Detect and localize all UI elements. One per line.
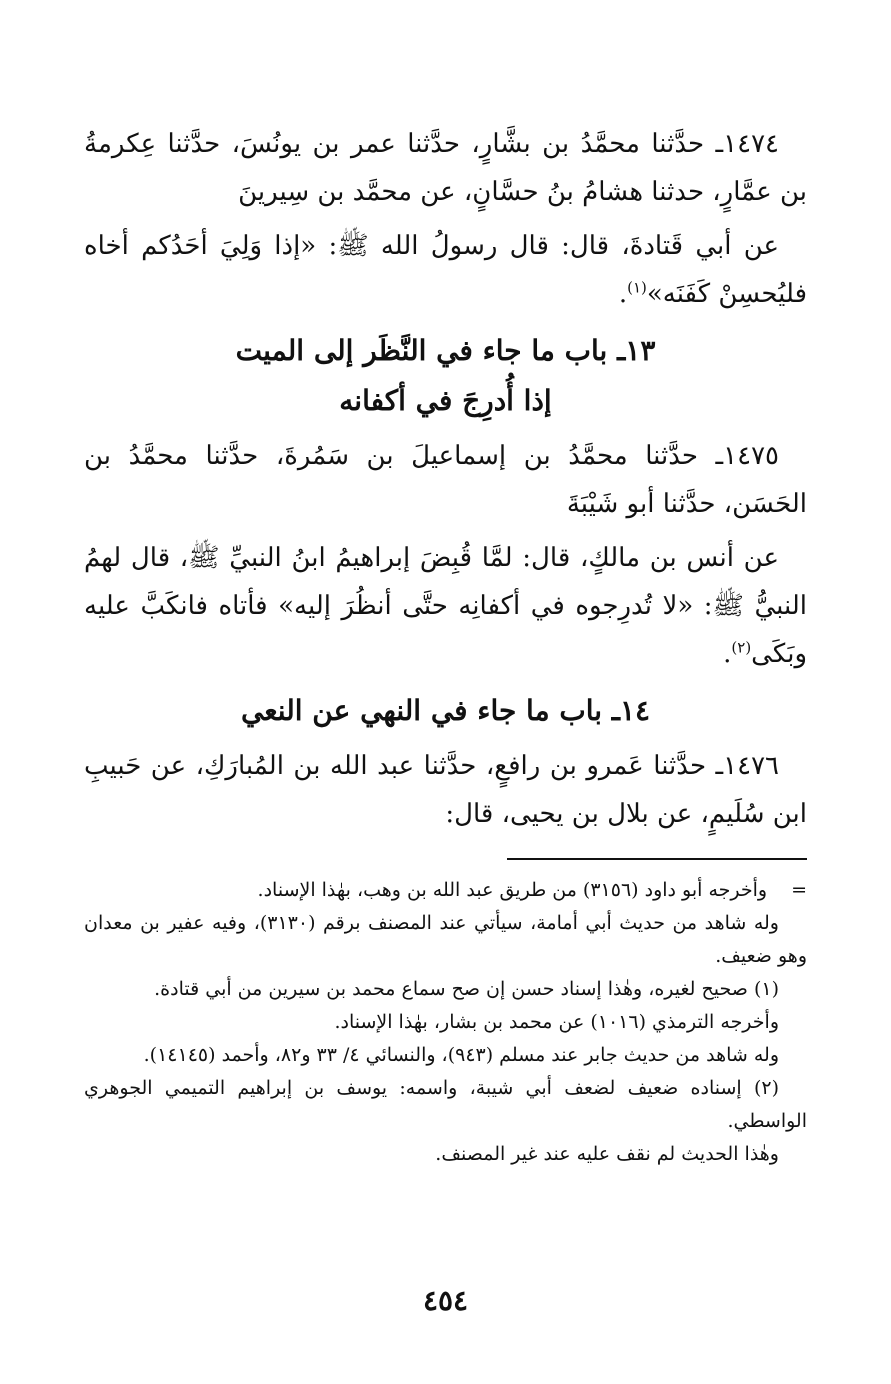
footnote-separator [507, 858, 807, 860]
footnote-continuation-2: وله شاهد من حديث أبي أمامة، سيأتي عند المصنف برقم (٣١٣٠)، وفيه عفير بن معدان وهو ضعيف. [84, 912, 807, 967]
footnote-continuation-1 [84, 874, 807, 907]
footnote-1-line1: (١) صحيح لغيره، وهٰذا إسناد حسن إن صح سماع محمد بن سيرين من أبي قتادة. [154, 978, 779, 1000]
chapter-13-line1: ١٣ـ باب ما جاء في النَّظَر إلى الميت [235, 334, 656, 367]
footnote-2-line1: (٢) إسناده ضعيف لضعف أبي شيبة، واسمه: يوسف بن إبراهيم التميمي الجوهري الواسطي. [84, 1077, 807, 1132]
footnote-ref-1: (١) [627, 278, 647, 297]
hadith-1475-matn-text: عن أنس بن مالكٍ، قال: لمَّا قُبِضَ إبراهيمُ ابنُ النبيِّ ﷺ، قال لهمُ النبيُّ ﷺ: «لا تُدرِجوه في أكفانِه حتَّى أنظُرَ إليه» فأتاه فانكَبَّ عليه وبَكَى [84, 543, 807, 669]
hadith-1476-isnad: ١٤٧٦ـ حدَّثنا عَمرو بن رافعٍ، حدَّثنا عبد الله بن المُبارَكِ، عن حَبيبِ ابن سُلَيمٍ، عن بلال بن يحيى، قال: [84, 751, 807, 829]
footnote-2-line2: وهٰذا الحديث لم نقف عليه عند غير المصنف. [435, 1143, 779, 1165]
page-number: ٤٥٤ [422, 1284, 469, 1317]
chapter-13-heading [84, 326, 807, 426]
continuation-mark: = [791, 879, 807, 901]
hadith-1474-matn-text: عن أبي قَتادةَ، قال: قال رسولُ الله ﷺ: «إذا وَلِيَ أحَدُكم أخاه فليُحسِنْ كَفَنَه» [84, 231, 807, 309]
footnotes [84, 874, 807, 1171]
hadith-1474-matn [84, 222, 807, 318]
hadith-1475-isnad: ١٤٧٥ـ حدَّثنا محمَّدُ بن إسماعيلَ بن سَمُرةَ، حدَّثنا محمَّدُ بن الحَسَن، حدَّثنا أبو شَيْبَةَ [84, 441, 807, 519]
hadith-1475-matn [84, 534, 807, 678]
chapter-13-line2: إذا أُدرِجَ في أكفانه [339, 384, 552, 417]
footnote-1-line2: وأخرجه الترمذي (١٠١٦) عن محمد بن بشار، بهٰذا الإسناد. [334, 1011, 779, 1033]
hadith-1475-end: . [723, 639, 732, 669]
footnote-continuation-1-text: وأخرجه أبو داود (٣١٥٦) من طريق عبد الله بن وهب، بهٰذا الإسناد. [257, 879, 768, 901]
hadith-1474-end: . [618, 279, 628, 309]
footnote-ref-2: (٢) [731, 638, 752, 657]
hadith-1474-isnad: ١٤٧٤ـ حدَّثنا محمَّدُ بن بشَّارٍ، حدَّثنا عمر بن يونُسَ، حدَّثنا عِكرمةُ بن عمَّارٍ، حدثنا هشامُ بنُ حسَّانٍ، عن محمَّد بن سِيرينَ [84, 129, 807, 207]
chapter-14-heading: ١٤ـ باب ما جاء في النهي عن النعي [240, 694, 651, 727]
footnote-1-line3: وله شاهد من حديث جابر عند مسلم (٩٤٣)، والنسائي ٤/ ٣٣ و٨٢، وأحمد (١٤١٤٥). [143, 1044, 779, 1066]
